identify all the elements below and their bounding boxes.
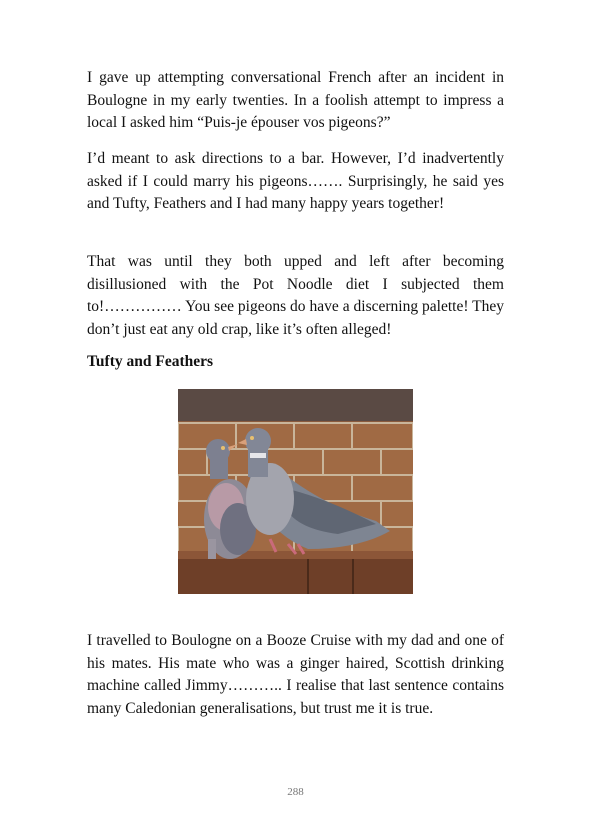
paragraph-3: That was until they both upped and left after becoming disillusioned with the Pot Noodle diet I subjected them to!…………… You see pigeons do have a discerning palette! They don’t just eat any old crap, like it’s often alleged! xyxy=(87,253,504,338)
paragraph-4: I travelled to Boulogne on a Booze Cruise with my dad and one of his mates. His mate who was a ginger haired, Scottish drinking machine called Jimmy……….. I realise that last sentence contains many Caledonian generalisations, but trust me it is true. xyxy=(87,632,504,717)
pigeons-photo xyxy=(178,389,413,594)
section-heading: Tufty and Feathers xyxy=(87,353,214,370)
paragraph-2: I’d meant to ask directions to a bar. However, I’d inadvertently asked if I could marry his pigeons……. Surprisingly, he said yes and Tufty, Feathers and I had many happy years together! xyxy=(87,150,504,213)
paragraph-1: I gave up attempting conversational French after an incident in Boulogne in my early twenties. In a foolish attempt to impress a local I asked him “Puis-je épouser vos pigeons?” xyxy=(87,69,504,132)
page-number: 288 xyxy=(287,786,304,798)
